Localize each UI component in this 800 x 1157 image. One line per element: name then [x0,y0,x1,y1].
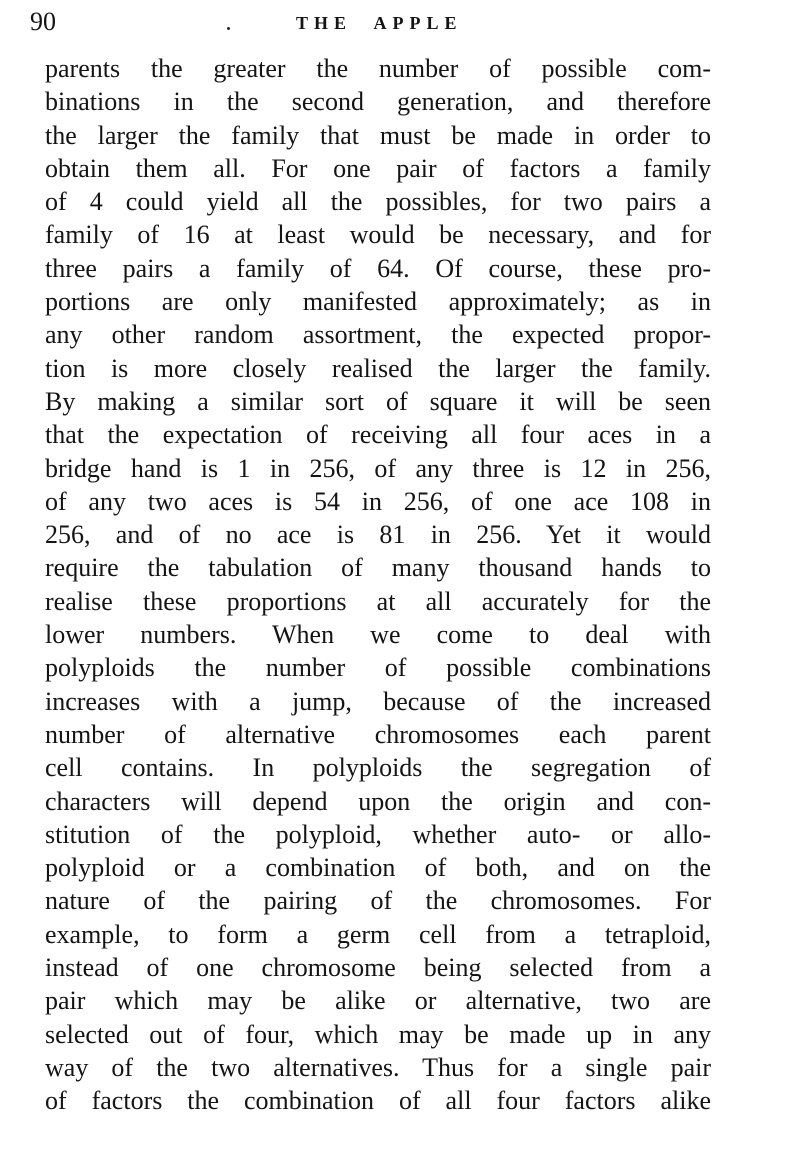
text-line: number of alternative chromosomes each parent [45,719,711,749]
text-line: cell contains. In polyploids the segregation of [45,753,711,783]
text-line: example, to form a germ cell from a tetraploid, [45,919,711,949]
text-line: pair which may be alike or alternative, two are [45,986,711,1016]
text-line: parents the greater the number of possible com- [45,54,711,83]
text-line: of factors the combination of all four factors alike [45,1086,711,1116]
text-line: instead of one chromosome being selected from a [45,953,711,983]
running-title: THE APPLE [296,13,463,33]
text-line: characters will depend upon the origin and con- [45,786,711,816]
text-line: way of the two alternatives. Thus for a single pair [45,1052,711,1082]
text-line: realise these proportions at all accurately for the [45,586,711,616]
text-line: 256, and of no ace is 81 in 256. Yet it would [45,520,711,550]
text-line: of any two aces is 54 in 256, of one ace 108 in [45,486,711,516]
scan-artifact-dot [227,27,230,30]
text-line: family of 16 at least would be necessary, and for [45,220,711,250]
text-line: obtain them all. For one pair of factors a family [45,153,711,183]
text-line: increases with a jump, because of the increased [45,686,711,716]
text-line: selected out of four, which may be made up in any [45,1019,711,1049]
text-line: polyploid or a combination of both, and on the [45,853,711,883]
page-body [45,52,711,1118]
text-line: any other random assortment, the expected propor- [45,320,711,350]
text-line: stitution of the polyploid, whether auto- or allo- [45,819,711,849]
text-line: nature of the pairing of the chromosomes. For [45,886,711,916]
text-line: portions are only manifested approximately; as in [45,287,711,317]
text-line: the larger the family that must be made in order to [45,120,711,150]
text-line: polyploids the number of possible combinations [45,653,711,683]
text-line: that the expectation of receiving all four aces in a [45,420,711,450]
text-line: binations in the second generation, and therefore [45,87,711,117]
text-line: require the tabulation of many thousand hands to [45,553,711,583]
text-line: tion is more closely realised the larger the family. [45,353,711,383]
text-line: By making a similar sort of square it will be seen [45,386,711,416]
text-line: of 4 could yield all the possibles, for two pairs a [45,187,711,217]
text-line: lower numbers. When we come to deal with [45,620,711,650]
text-line: three pairs a family of 64. Of course, these pro- [45,253,711,283]
text-line: bridge hand is 1 in 256, of any three is 12 in 256, [45,453,711,483]
page-number: 90 [30,7,56,36]
